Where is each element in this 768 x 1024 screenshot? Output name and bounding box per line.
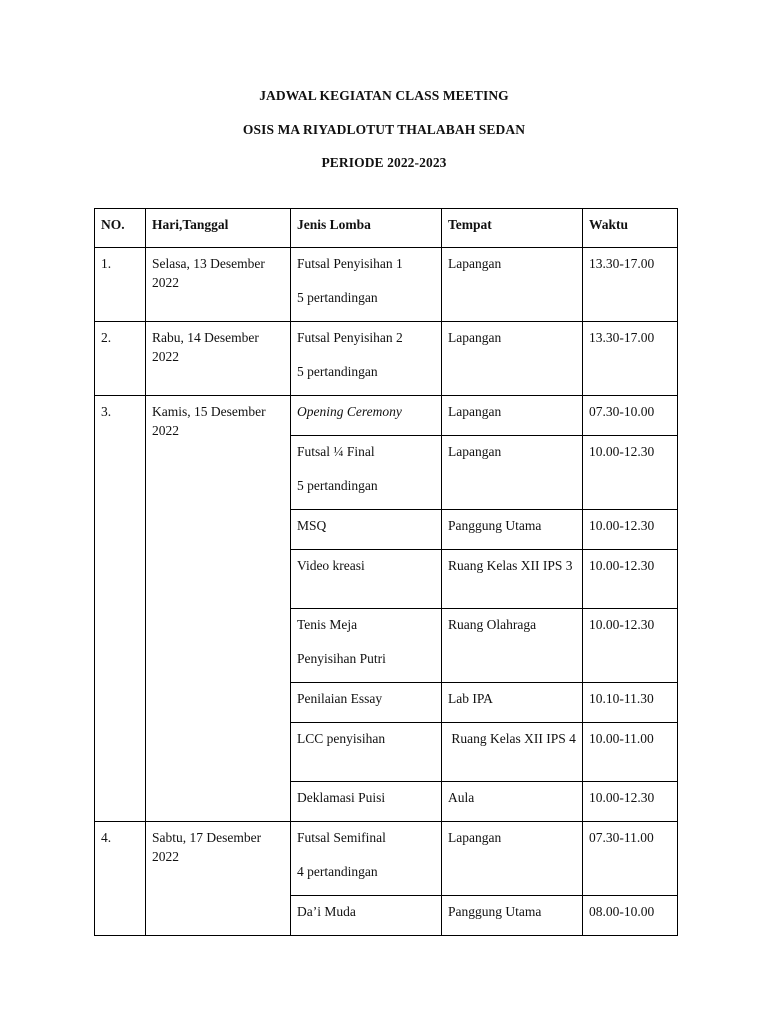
cell-place: Ruang Olahraga	[442, 609, 583, 683]
cell-no: 4.	[95, 822, 146, 936]
cell-day: Kamis, 15 Desember 2022	[146, 396, 291, 822]
cell-event	[291, 436, 442, 510]
cell-time: 10.00-12.30	[583, 436, 678, 510]
cell-place: Lapangan	[442, 396, 583, 436]
column-header-place: Tempat	[442, 209, 583, 248]
event-name: Futsal Semifinal	[297, 830, 386, 845]
schedule-table	[94, 208, 678, 936]
cell-time: 07.30-10.00	[583, 396, 678, 436]
cell-time: 10.10-11.30	[583, 683, 678, 723]
event-name: Futsal ¼ Final	[297, 444, 375, 459]
cell-event: MSQ	[291, 510, 442, 550]
cell-place: Lapangan	[442, 248, 583, 322]
cell-place: Lab IPA	[442, 683, 583, 723]
cell-day: Selasa, 13 Desember 2022	[146, 248, 291, 322]
cell-time: 13.30-17.00	[583, 248, 678, 322]
event-detail: 5 pertandingan	[297, 478, 378, 493]
cell-place: Panggung Utama	[442, 896, 583, 936]
cell-event: Deklamasi Puisi	[291, 782, 442, 822]
column-header-no: NO.	[95, 209, 146, 248]
organization-title: OSIS MA RIYADLOTUT THALABAH SEDAN	[242, 122, 526, 137]
cell-event	[291, 248, 442, 322]
cell-event	[291, 822, 442, 896]
cell-place: Lapangan	[442, 822, 583, 896]
column-header-day: Hari,Tanggal	[146, 209, 291, 248]
table-row	[95, 822, 678, 896]
event-detail: Penyisihan Putri	[297, 651, 386, 666]
table-row	[95, 322, 678, 396]
cell-event: Da’i Muda	[291, 896, 442, 936]
cell-place: Ruang Kelas XII IPS 4	[442, 723, 583, 782]
cell-place: Ruang Kelas XII IPS 3	[442, 550, 583, 609]
event-detail: 5 pertandingan	[297, 290, 378, 305]
column-header-time: Waktu	[583, 209, 678, 248]
cell-place: Lapangan	[442, 322, 583, 396]
event-name: Tenis Meja	[297, 617, 358, 632]
event-name: Futsal Penyisihan 2	[297, 330, 403, 345]
cell-time: 08.00-10.00	[583, 896, 678, 936]
period-title: PERIODE 2022-2023	[321, 155, 447, 170]
cell-time: 07.30-11.00	[583, 822, 678, 896]
cell-place: Panggung Utama	[442, 510, 583, 550]
cell-day: Rabu, 14 Desember 2022	[146, 322, 291, 396]
cell-no: 1.	[95, 248, 146, 322]
cell-no: 3.	[95, 396, 146, 822]
table-row	[95, 396, 678, 436]
cell-place: Lapangan	[442, 436, 583, 510]
cell-event: LCC penyisihan	[291, 723, 442, 782]
cell-event: Opening Ceremony	[291, 396, 442, 436]
event-detail: 4 pertandingan	[297, 864, 378, 879]
cell-place: Aula	[442, 782, 583, 822]
cell-event	[291, 609, 442, 683]
cell-time: 10.00-12.30	[583, 609, 678, 683]
table-row	[95, 248, 678, 322]
cell-time: 10.00-11.00	[583, 723, 678, 782]
cell-event: Penilaian Essay	[291, 683, 442, 723]
table-header-row	[95, 209, 678, 248]
cell-event: Video kreasi	[291, 550, 442, 609]
cell-day: Sabtu, 17 Desember 2022	[146, 822, 291, 936]
cell-event	[291, 322, 442, 396]
document-title: JADWAL KEGIATAN CLASS MEETING	[259, 88, 509, 103]
event-detail: 5 pertandingan	[297, 364, 378, 379]
cell-no: 2.	[95, 322, 146, 396]
cell-time: 10.00-12.30	[583, 510, 678, 550]
cell-time: 10.00-12.30	[583, 782, 678, 822]
cell-time: 10.00-12.30	[583, 550, 678, 609]
event-name: Futsal Penyisihan 1	[297, 256, 403, 271]
column-header-event: Jenis Lomba	[291, 209, 442, 248]
cell-time: 13.30-17.00	[583, 322, 678, 396]
